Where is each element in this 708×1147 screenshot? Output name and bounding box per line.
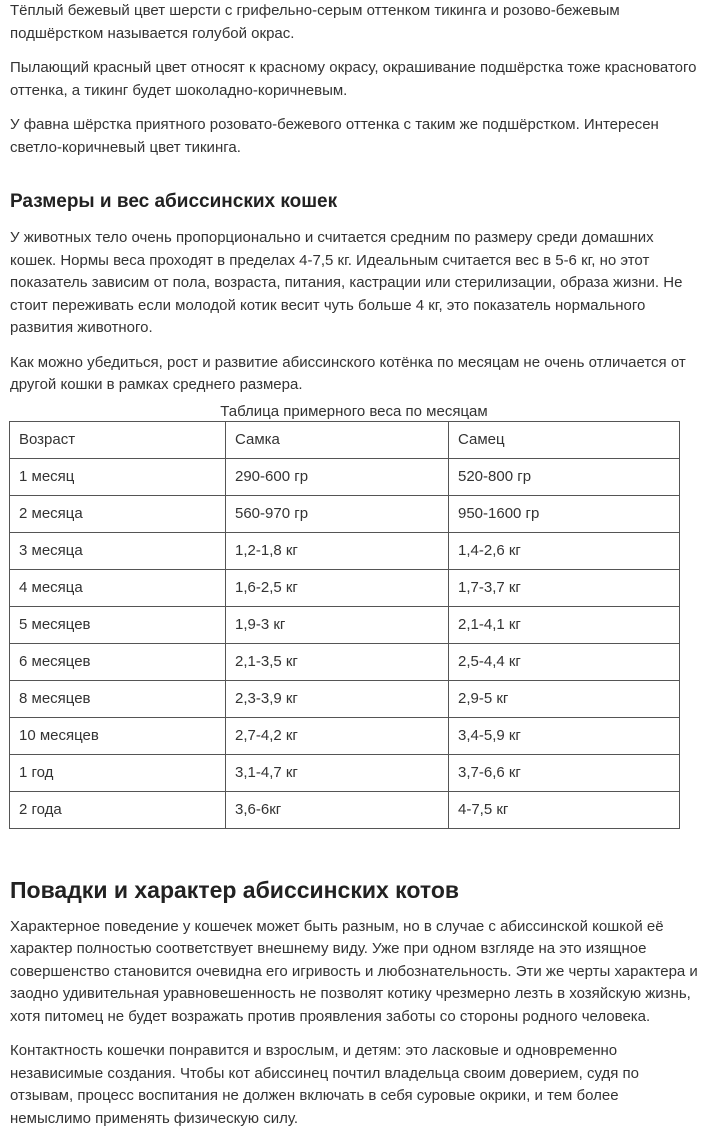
- table-cell: 1 год: [10, 754, 226, 791]
- table-cell: 950-1600 гр: [449, 495, 680, 532]
- paragraph: У животных тело очень пропорционально и считается средним по размеру среди домашних кошек. Нормы веса проходят в пределах 4-7,5 кг. Идеальным считается вес в 5-6 кг, но этот показатель зависим от пола, возраста, питания, кастрации или стерилизации, образа жизни. Не стоит переживать если молодой котик весит чуть больше 4 кг, это показатель нормального развития животного.: [10, 229, 683, 336]
- table-row: [10, 680, 680, 717]
- paragraph: Как можно убедиться, рост и развитие абиссинского котёнка по месяцам не очень отличается от другой кошки в рамках среднего размера.: [10, 353, 686, 393]
- paragraph: У фавна шёрстка приятного розовато-бежевого оттенка с таким же подшёрстком. Интересен светло-коричневый цвет тикинга.: [10, 116, 659, 156]
- paragraph: Пылающий красный цвет относят к красному окрасу, окрашивание подшёрстка тоже красноватого оттенка, а тикинг будет шоколадно-коричневым.: [10, 59, 697, 99]
- table-row: [10, 495, 680, 532]
- paragraph: Контактность кошечки понравится и взрослым, и детям: это ласковые и одновременно независимые создания. Чтобы кот абиссинец почтил владельца своим доверием, судя по отзывам, процесс воспитания не должен включать в себя суровые окрики, и тем более немыслимо применять физическую силу.: [10, 1042, 639, 1127]
- table-cell: 2,5-4,4 кг: [449, 643, 680, 680]
- table-row: [10, 754, 680, 791]
- section-heading: Повадки и характер абиссинских котов: [10, 876, 460, 903]
- table-row: [10, 643, 680, 680]
- section-heading: Размеры и вес абиссинских кошек: [10, 191, 338, 212]
- table-cell: Самец: [449, 421, 680, 458]
- table-header-row: [10, 421, 680, 458]
- table-cell: Самка: [226, 421, 449, 458]
- table-cell: 3,4-5,9 кг: [449, 717, 680, 754]
- table-row: [10, 532, 680, 569]
- table-cell: 1 месяц: [10, 458, 226, 495]
- table-cell: 2,3-3,9 кг: [226, 680, 449, 717]
- table-cell: 3 месяца: [10, 532, 226, 569]
- table-cell: 1,4-2,6 кг: [449, 532, 680, 569]
- weight-table: [9, 421, 680, 829]
- table-cell: 4 месяца: [10, 569, 226, 606]
- table-cell: 4-7,5 кг: [449, 791, 680, 828]
- table-cell: 8 месяцев: [10, 680, 226, 717]
- table-cell: 2,7-4,2 кг: [226, 717, 449, 754]
- table-cell: 2 месяца: [10, 495, 226, 532]
- table-row: [10, 791, 680, 828]
- table-cell: 5 месяцев: [10, 606, 226, 643]
- table-cell: 1,9-3 кг: [226, 606, 449, 643]
- table-cell: Возраст: [10, 421, 226, 458]
- table-cell: 560-970 гр: [226, 495, 449, 532]
- table-cell: 3,6-6кг: [226, 791, 449, 828]
- table-cell: 1,7-3,7 кг: [449, 569, 680, 606]
- table-cell: 1,6-2,5 кг: [226, 569, 449, 606]
- table-cell: 290-600 гр: [226, 458, 449, 495]
- table-cell: 10 месяцев: [10, 717, 226, 754]
- table-cell: 2,9-5 кг: [449, 680, 680, 717]
- table-row: [10, 717, 680, 754]
- paragraph: Тёплый бежевый цвет шерсти с грифельно-серым оттенком тикинга и розово-бежевым подшёрстком называется голубой окрас.: [10, 2, 620, 42]
- paragraph: Характерное поведение у кошечек может быть разным, но в случае с абиссинской кошкой её характер полностью соответствует внешнему виду. Уже при одном взгляде на это изящное совершенство становится очевидна его игривость и любознательность. Эти же черты характера и заодно удивительная уравновешенность не позволят котику чрезмерно лезть в хозяйскую жизнь, хотя питомец не будет возражать против проявления заботы со стороны родного человека.: [10, 917, 698, 1025]
- table-cell: 6 месяцев: [10, 643, 226, 680]
- table-row: [10, 569, 680, 606]
- table-cell: 2,1-3,5 кг: [226, 643, 449, 680]
- table-caption: Таблица примерного веса по месяцам: [220, 402, 488, 420]
- table-cell: 3,7-6,6 кг: [449, 754, 680, 791]
- table-row: [10, 458, 680, 495]
- table-cell: 2 года: [10, 791, 226, 828]
- table-cell: 2,1-4,1 кг: [449, 606, 680, 643]
- table-cell: 520-800 гр: [449, 458, 680, 495]
- table-row: [10, 606, 680, 643]
- table-cell: 1,2-1,8 кг: [226, 532, 449, 569]
- table-cell: 3,1-4,7 кг: [226, 754, 449, 791]
